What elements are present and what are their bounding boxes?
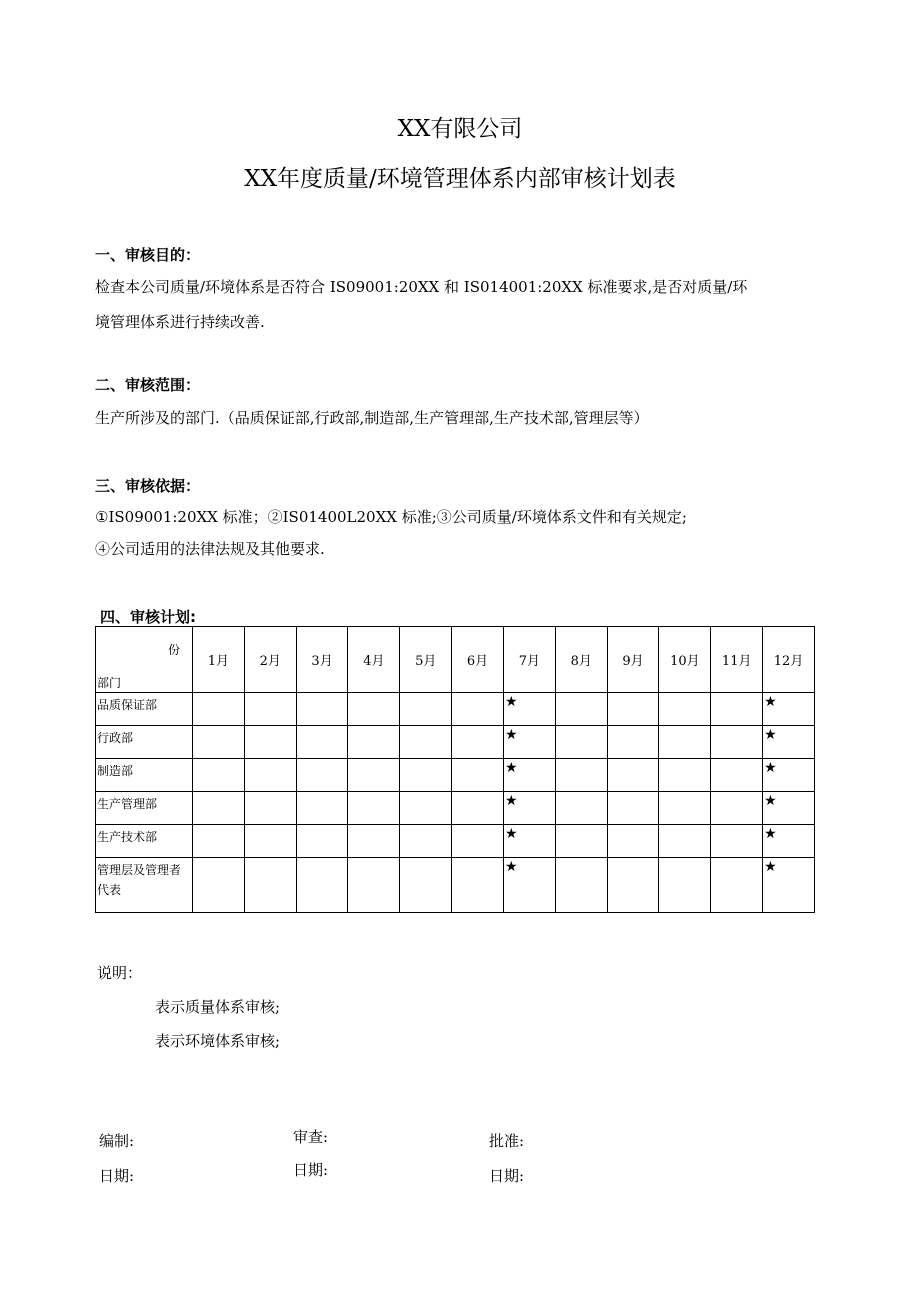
month-header: 8月 (555, 627, 607, 693)
schedule-cell (348, 792, 400, 825)
schedule-cell (763, 792, 815, 825)
schedule-cell (296, 759, 348, 792)
schedule-cell (711, 693, 763, 726)
schedule-cell (659, 693, 711, 726)
schedule-cell (348, 726, 400, 759)
schedule-cell (607, 759, 659, 792)
schedule-cell (555, 792, 607, 825)
month-header: 6月 (452, 627, 504, 693)
schedule-cell (555, 858, 607, 913)
schedule-cell (659, 825, 711, 858)
month-header: 3月 (296, 627, 348, 693)
schedule-cell (607, 825, 659, 858)
audit-star-icon: ★ (764, 793, 777, 809)
reviewed-by-label: 审查: (293, 1128, 329, 1146)
schedule-cell (452, 726, 504, 759)
schedule-cell (452, 792, 504, 825)
company-title: XX有限公司 (397, 116, 523, 142)
schedule-cell (244, 858, 296, 913)
dept-name: 行政部 (97, 731, 134, 745)
corner-dept-label: 部门 (97, 676, 122, 690)
schedule-cell (711, 858, 763, 913)
schedule-cell (400, 825, 452, 858)
schedule-cell (659, 726, 711, 759)
dept-cell (96, 759, 193, 792)
audit-star-icon: ★ (764, 859, 777, 875)
month-header: 1月 (193, 627, 245, 693)
schedule-cell (607, 792, 659, 825)
month-header: 5月 (400, 627, 452, 693)
schedule-cell (244, 825, 296, 858)
schedule-cell (244, 726, 296, 759)
purpose-heading: 一、审核目的： (95, 246, 201, 264)
schedule-cell (607, 726, 659, 759)
schedule-cell (503, 858, 555, 913)
audit-star-icon: ★ (504, 826, 518, 842)
dept-cell (96, 726, 193, 759)
schedule-cell (763, 693, 815, 726)
schedule-cell (400, 693, 452, 726)
audit-star-icon: ★ (504, 727, 518, 743)
audit-star-icon: ★ (504, 793, 518, 809)
table-row (96, 825, 815, 858)
table-row (96, 858, 815, 913)
audit-plan-table (95, 626, 815, 913)
dept-name: 生产管理部 (97, 797, 158, 811)
schedule-cell (400, 858, 452, 913)
dept-name: 生产技术部 (97, 830, 158, 844)
schedule-cell (503, 792, 555, 825)
schedule-cell (607, 693, 659, 726)
schedule-cell (711, 759, 763, 792)
audit-star-icon: ★ (764, 760, 777, 776)
table-row (96, 792, 815, 825)
schedule-cell (452, 858, 504, 913)
month-header: 2月 (244, 627, 296, 693)
purpose-text-line2: 境管理体系进行持续改善. (95, 313, 265, 331)
schedule-cell (503, 726, 555, 759)
plan-heading: 四、审核计划: (100, 608, 196, 626)
plan-title: XX年度质量/环境管理体系内部审核计划表 (244, 166, 676, 192)
scope-text: 生产所涉及的部门.（品质保证部,行政部,制造部,生产管理部,生产技术部,管理层等） (95, 409, 649, 427)
schedule-cell (296, 726, 348, 759)
schedule-cell (763, 858, 815, 913)
schedule-cell (400, 759, 452, 792)
dept-name: 制造部 (97, 764, 134, 778)
scope-heading: 二、审核范围： (95, 376, 201, 394)
schedule-cell (763, 726, 815, 759)
schedule-cell (348, 693, 400, 726)
audit-star-icon: ★ (764, 826, 777, 842)
schedule-cell (452, 759, 504, 792)
schedule-cell (348, 825, 400, 858)
table-row (96, 693, 815, 726)
schedule-cell (193, 759, 245, 792)
audit-star-icon: ★ (764, 727, 777, 743)
compiled-date-label: 日期: (99, 1167, 135, 1185)
schedule-cell (711, 825, 763, 858)
table-row (96, 726, 815, 759)
approved-by-label: 批准: (489, 1132, 525, 1150)
schedule-cell (296, 693, 348, 726)
note-environment: 表示环境体系审核; (155, 1032, 281, 1050)
schedule-cell (711, 792, 763, 825)
schedule-cell (659, 792, 711, 825)
table-header-row (96, 627, 815, 693)
schedule-cell (763, 825, 815, 858)
dept-cell (96, 825, 193, 858)
approved-date-label: 日期: (489, 1167, 525, 1185)
dept-cell (96, 693, 193, 726)
schedule-cell (555, 759, 607, 792)
month-header: 11月 (711, 627, 763, 693)
schedule-cell (296, 825, 348, 858)
compiled-by-label: 编制: (99, 1132, 135, 1150)
basis-text-line2: ④公司适用的法律法规及其他要求. (95, 540, 325, 558)
schedule-cell (607, 858, 659, 913)
schedule-cell (503, 759, 555, 792)
schedule-cell (348, 759, 400, 792)
month-header: 12月 (763, 627, 815, 693)
schedule-cell (244, 693, 296, 726)
month-header: 9月 (607, 627, 659, 693)
schedule-cell (555, 693, 607, 726)
month-header: 10月 (659, 627, 711, 693)
month-header: 7月 (503, 627, 555, 693)
audit-star-icon: ★ (764, 694, 777, 710)
note-quality: 表示质量体系审核; (155, 998, 281, 1016)
audit-star-icon: ★ (504, 760, 518, 776)
schedule-cell (193, 792, 245, 825)
schedule-cell (193, 726, 245, 759)
schedule-cell (763, 759, 815, 792)
schedule-cell (296, 858, 348, 913)
dept-name: 品质保证部 (97, 698, 158, 712)
schedule-cell (452, 825, 504, 858)
schedule-cell (400, 726, 452, 759)
schedule-cell (193, 825, 245, 858)
schedule-cell (711, 726, 763, 759)
schedule-cell (193, 858, 245, 913)
reviewed-date-label: 日期: (293, 1161, 329, 1179)
audit-star-icon: ★ (504, 694, 518, 710)
schedule-cell (452, 693, 504, 726)
schedule-cell (296, 792, 348, 825)
schedule-cell (244, 792, 296, 825)
table-row (96, 759, 815, 792)
schedule-cell (348, 858, 400, 913)
schedule-cell (659, 759, 711, 792)
purpose-text-line1: 检查本公司质量/环境体系是否符合 IS09001:20XX 和 IS014001:20XX 标准要求,是否对质量/环 (95, 278, 748, 296)
schedule-cell (193, 693, 245, 726)
schedule-cell (400, 792, 452, 825)
dept-cell (96, 858, 193, 913)
notes-label: 说明： (97, 964, 143, 982)
basis-heading: 三、审核依据： (95, 477, 201, 495)
month-header: 4月 (348, 627, 400, 693)
audit-star-icon: ★ (504, 859, 518, 875)
corner-month-label: 份 (167, 643, 180, 657)
schedule-cell (659, 858, 711, 913)
schedule-cell (555, 825, 607, 858)
schedule-cell (555, 726, 607, 759)
schedule-cell (503, 825, 555, 858)
basis-text-line1: ①IS09001:20XX 标准；②IS01400L20XX 标准;③公司质量/环境体系文件和有关规定; (95, 508, 687, 526)
dept-cell (96, 792, 193, 825)
schedule-cell (244, 759, 296, 792)
schedule-cell (503, 693, 555, 726)
corner-cell (96, 627, 193, 693)
dept-name: 管理层及管理者代表 (97, 863, 182, 897)
